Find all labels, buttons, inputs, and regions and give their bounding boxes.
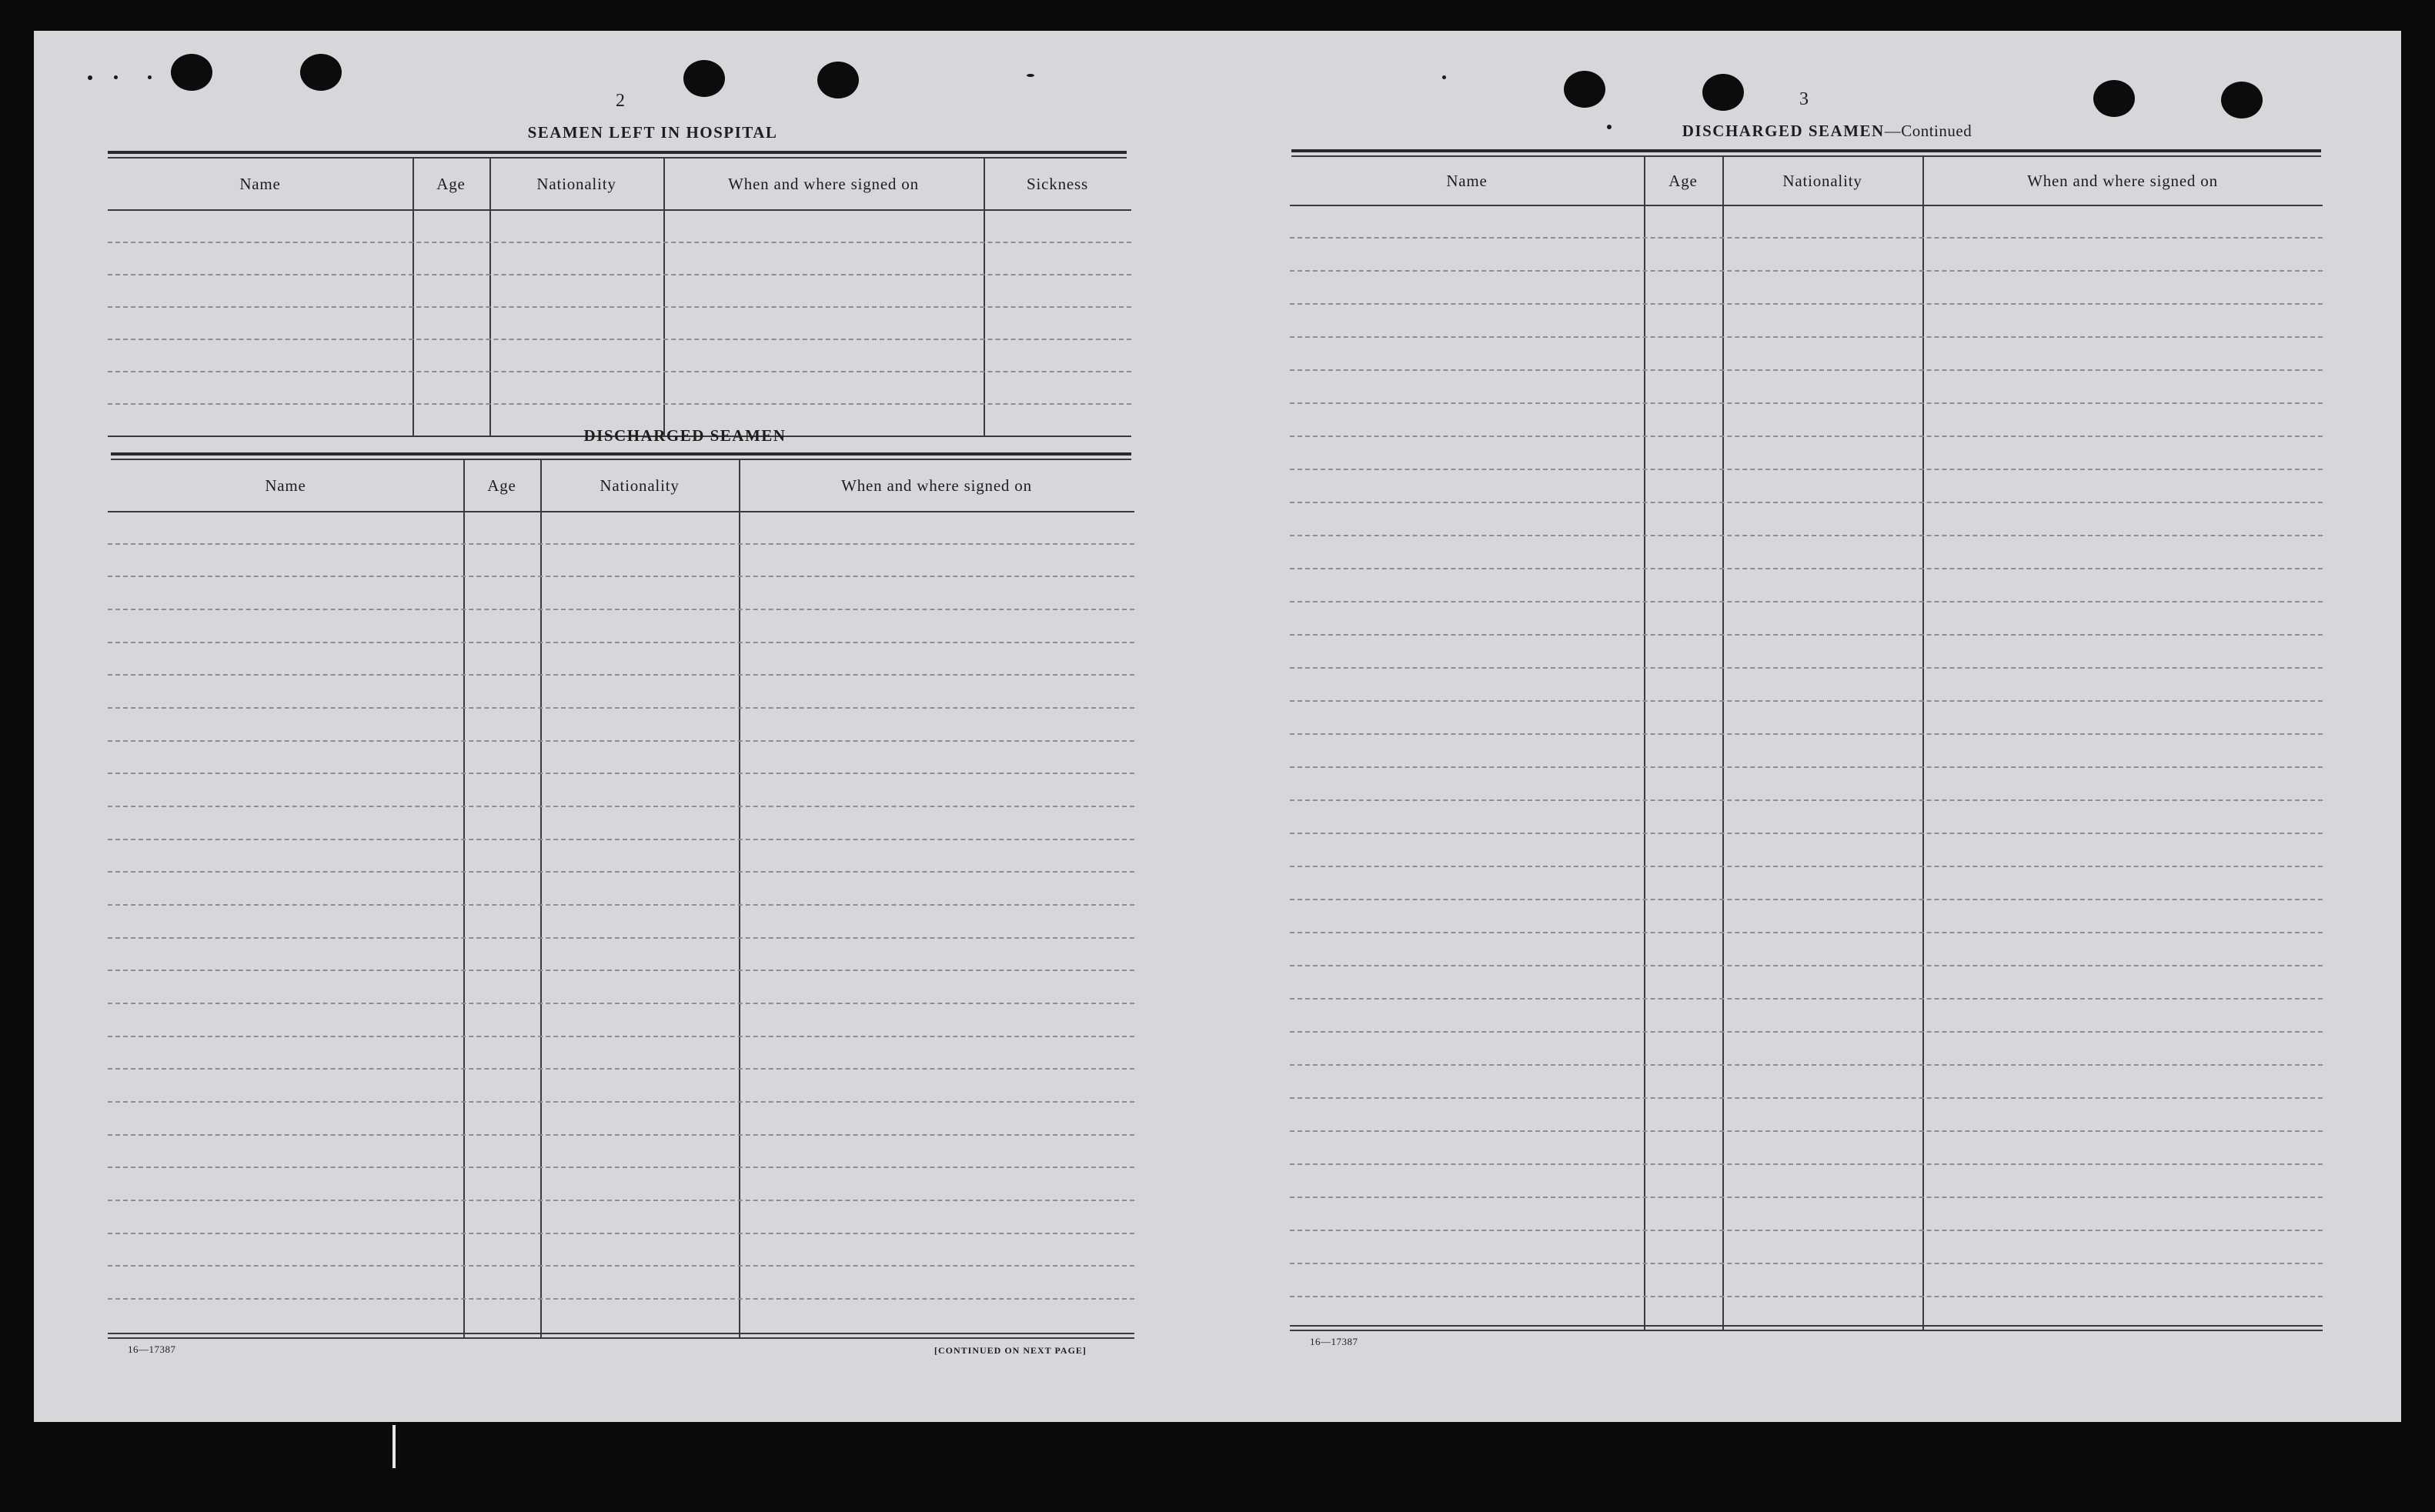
table-row (1290, 1197, 2323, 1198)
table-row (1290, 502, 2323, 503)
punch-hole (2221, 82, 2263, 118)
ink-speck (88, 75, 92, 80)
table-row (108, 1003, 1134, 1004)
form-number: 16—17387 (128, 1343, 176, 1355)
continued-note: [CONTINUED ON NEXT PAGE] (934, 1345, 1087, 1356)
column-header-age: Age (1668, 171, 1698, 190)
table-row (1290, 667, 2323, 669)
column-header-name: Name (265, 476, 306, 495)
table-row (108, 1200, 1134, 1201)
table-row (108, 1167, 1134, 1168)
table-row (108, 1233, 1134, 1234)
table-row (1290, 1130, 2323, 1132)
table-row (108, 306, 1131, 308)
column-divider (984, 159, 985, 437)
ink-speck (148, 75, 152, 79)
discharged-continued-table (1290, 157, 2323, 1331)
section-title-hospital: SEAMEN LEFT IN HOSPITAL (527, 123, 778, 142)
column-divider (540, 460, 542, 1337)
table-row (1290, 568, 2323, 569)
ink-speck (1442, 75, 1446, 79)
table-row (108, 871, 1134, 873)
punch-hole (1564, 71, 1605, 108)
table-row (108, 339, 1131, 340)
table-row (108, 970, 1134, 971)
section-title-discharged-continued (1293, 122, 2361, 141)
table-row (108, 806, 1134, 807)
table-row (1290, 369, 2323, 371)
column-header-signed-on: When and where signed on (2027, 171, 2218, 190)
table-top-rule (111, 452, 1131, 456)
table-row (1290, 1064, 2323, 1066)
table-row (108, 1134, 1134, 1136)
table-row (108, 937, 1134, 939)
header-underline (1290, 205, 2323, 206)
table-top-rule (1291, 149, 2321, 152)
document-sheet (34, 31, 2401, 1422)
table-row (1290, 436, 2323, 437)
table-row (108, 1265, 1134, 1267)
table-row (1290, 866, 2323, 867)
table-row (1290, 965, 2323, 966)
column-header-signed-on: When and where signed on (728, 174, 919, 193)
table-row (108, 242, 1131, 243)
table-row (1290, 1097, 2323, 1099)
table-row (108, 1068, 1134, 1070)
table-row (1290, 733, 2323, 735)
column-divider (413, 159, 414, 437)
table-row (1290, 1031, 2323, 1033)
table-row (108, 707, 1134, 709)
table-row (1290, 535, 2323, 536)
column-divider (739, 460, 740, 1337)
column-divider (663, 159, 665, 437)
discharged-table (108, 460, 1134, 1337)
column-header-signed-on: When and where signed on (841, 476, 1032, 495)
page-number: 3 (1799, 89, 1809, 109)
column-header-age: Age (436, 174, 466, 193)
table-row (1290, 270, 2323, 272)
table-row (1290, 237, 2323, 239)
page-number: 2 (616, 91, 625, 111)
table-row (1290, 1163, 2323, 1165)
column-header-nationality: Nationality (600, 476, 680, 495)
section-title-text: DISCHARGED SEAMEN (1682, 122, 1885, 140)
table-bottom-rule (108, 1337, 1134, 1339)
table-row (108, 904, 1134, 906)
table-row (1290, 402, 2323, 404)
header-underline (108, 209, 1131, 211)
table-row (108, 642, 1134, 643)
table-row (108, 839, 1134, 840)
table-row (108, 1101, 1134, 1103)
column-header-name: Name (1446, 171, 1488, 190)
section-title-suffix: —Continued (1884, 122, 1972, 140)
column-divider (1644, 157, 1645, 1331)
table-bottom-rule (1290, 1330, 2323, 1331)
column-divider (463, 460, 465, 1337)
column-header-age: Age (487, 476, 516, 495)
column-header-name: Name (239, 174, 281, 193)
punch-hole (1702, 74, 1744, 111)
table-row (1290, 336, 2323, 338)
table-row (108, 576, 1134, 577)
table-row (1290, 932, 2323, 933)
section-title-discharged: DISCHARGED SEAMEN (583, 426, 787, 445)
table-row (1290, 601, 2323, 602)
table-row (1290, 1296, 2323, 1297)
ink-speck (114, 75, 118, 79)
table-row (1290, 469, 2323, 470)
table-top-rule (108, 151, 1127, 154)
table-row (108, 1036, 1134, 1037)
ink-speck (1027, 74, 1034, 77)
table-row (108, 1298, 1134, 1300)
table-row (108, 609, 1134, 610)
table-row (108, 543, 1134, 545)
column-header-nationality: Nationality (1782, 171, 1862, 190)
table-row (108, 403, 1131, 405)
table-row (1290, 700, 2323, 702)
table-bottom-rule (1290, 1325, 2323, 1327)
film-edge-mark (392, 1425, 396, 1468)
table-row (1290, 833, 2323, 834)
table-row (1290, 998, 2323, 1000)
column-divider (489, 159, 491, 437)
table-row (1290, 799, 2323, 801)
hospital-table (108, 159, 1131, 437)
punch-hole (171, 54, 212, 91)
table-row (108, 371, 1131, 372)
punch-hole (300, 54, 342, 91)
table-row (1290, 766, 2323, 768)
punch-hole (2093, 80, 2135, 117)
header-underline (108, 511, 1134, 512)
column-divider (1722, 157, 1724, 1331)
table-row (1290, 1263, 2323, 1264)
table-row (1290, 303, 2323, 305)
table-row (108, 674, 1134, 676)
table-row (1290, 1230, 2323, 1231)
punch-hole (817, 62, 859, 98)
table-row (1290, 634, 2323, 636)
column-header-nationality: Nationality (536, 174, 616, 193)
table-row (1290, 899, 2323, 900)
column-divider (1922, 157, 1924, 1331)
table-row (108, 274, 1131, 275)
punch-hole (683, 60, 725, 97)
table-row (108, 773, 1134, 774)
form-number: 16—17387 (1310, 1336, 1358, 1347)
table-bottom-rule (108, 1333, 1134, 1334)
table-row (108, 740, 1134, 742)
column-header-sickness: Sickness (1027, 174, 1088, 193)
